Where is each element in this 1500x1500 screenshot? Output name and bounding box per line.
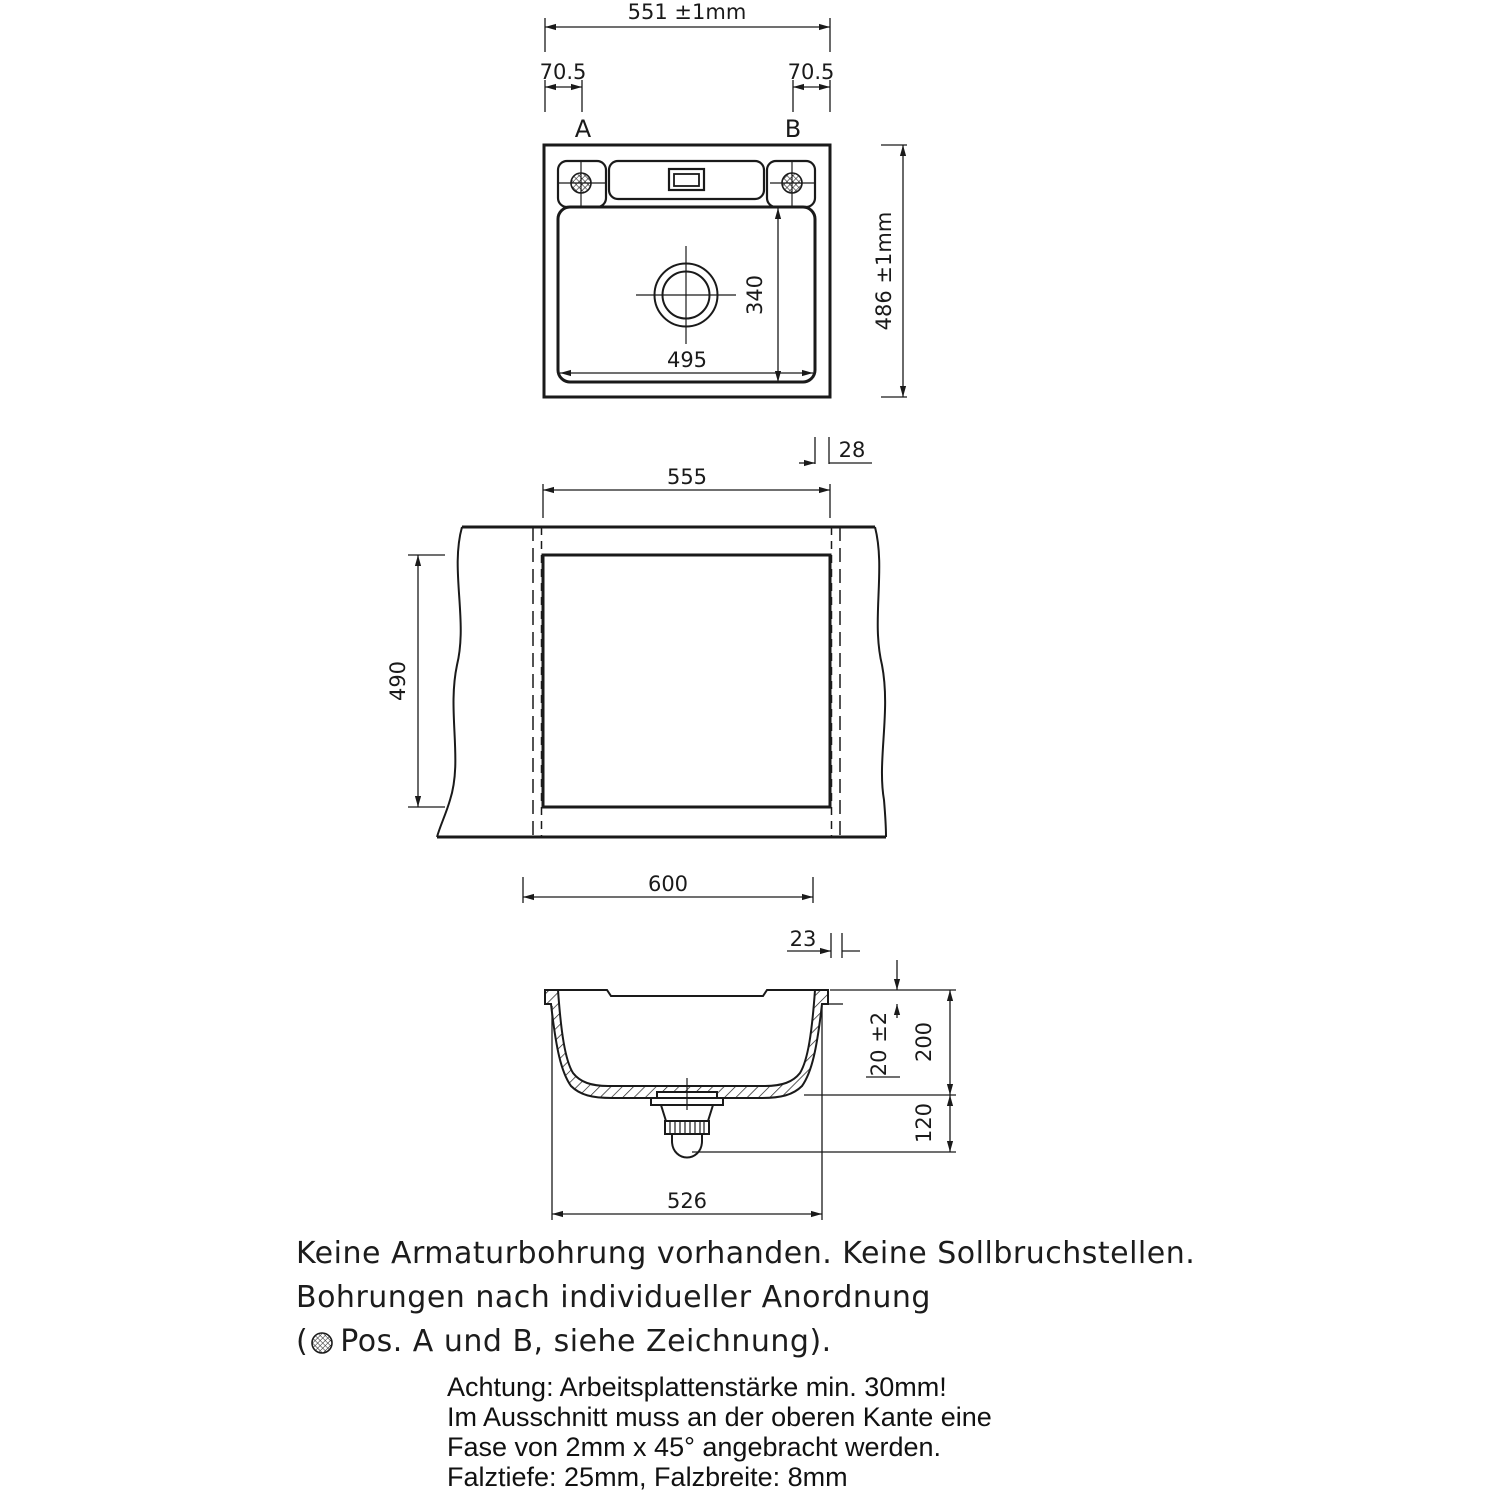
notes-block bbox=[296, 1232, 1256, 1367]
dim-cutout-width-label: 555 bbox=[666, 465, 708, 489]
warning-line-4: Falztiefe: 25mm, Falzbreite: 8mm bbox=[447, 1462, 848, 1492]
dim-overall-depth-label: 486 ±1mm bbox=[872, 211, 896, 331]
dim-bowl-width-label: 495 bbox=[666, 348, 708, 372]
drain-mark bbox=[636, 246, 736, 344]
dim-drain-clearance-label: 120 bbox=[912, 1102, 936, 1144]
overflow-slot bbox=[669, 169, 704, 190]
dim-hole-left bbox=[545, 80, 582, 112]
dim-cutout-width bbox=[543, 484, 830, 518]
sink-hidden-edges bbox=[533, 527, 840, 837]
faucet-hole-b bbox=[770, 160, 816, 206]
dim-edge-offset-bottom-label: 23 bbox=[789, 927, 817, 951]
note-line-2: Bohrungen nach individueller Anordnung bbox=[296, 1280, 931, 1315]
dim-rim-height-label: 20 ±2 bbox=[867, 1011, 891, 1077]
dim-cutout-depth-label: 490 bbox=[386, 660, 410, 702]
dim-hole-right-label: 70.5 bbox=[787, 60, 835, 84]
cutout-outline bbox=[543, 555, 830, 807]
note-line-3 bbox=[296, 1320, 1256, 1367]
dim-cutout-depth bbox=[408, 555, 445, 807]
rim-back-edge bbox=[558, 990, 815, 996]
note-line-3-text: Pos. A und B, siehe Zeichnung). bbox=[340, 1324, 832, 1359]
warning-line-1: Achtung: Arbeitsplattenstärke min. 30mm! bbox=[447, 1372, 947, 1402]
dim-bowl-depth-label: 340 bbox=[743, 274, 767, 316]
warning-block bbox=[447, 1372, 1147, 1492]
hole-b-label: B bbox=[784, 115, 802, 143]
faucet-hole-a bbox=[559, 160, 605, 206]
dim-hole-right bbox=[793, 80, 830, 112]
dim-total-depth-label: 200 bbox=[912, 1021, 936, 1063]
worktop-break-right bbox=[875, 527, 886, 837]
note-line-3-open: ( bbox=[296, 1324, 309, 1359]
dim-edge-offset-top-label: 28 bbox=[838, 438, 866, 462]
section-view bbox=[545, 960, 956, 1220]
drill-hole-icon bbox=[310, 1323, 334, 1367]
dim-bottom-width-label: 526 bbox=[666, 1189, 708, 1213]
dim-hole-left-label: 70.5 bbox=[539, 60, 587, 84]
warning-line-3: Fase von 2mm x 45° angebracht werden. bbox=[447, 1432, 942, 1462]
top-view bbox=[544, 18, 907, 397]
dim-cabinet-width-label: 600 bbox=[647, 872, 689, 896]
top-view-labels bbox=[540, 0, 896, 372]
worktop-break-left bbox=[437, 527, 462, 837]
section-extension-lines bbox=[552, 990, 956, 1220]
note-line-1: Keine Armaturbohrung vorhanden. Keine Sollbruchstellen. bbox=[296, 1236, 1196, 1271]
dim-overall-width-label: 551 ±1mm bbox=[627, 0, 747, 24]
deck-center-tray bbox=[609, 161, 764, 199]
warning-line-2: Im Ausschnitt muss an der oberen Kante eine bbox=[447, 1402, 992, 1432]
cutout-view-labels bbox=[386, 438, 865, 951]
hole-a-label: A bbox=[574, 115, 592, 143]
